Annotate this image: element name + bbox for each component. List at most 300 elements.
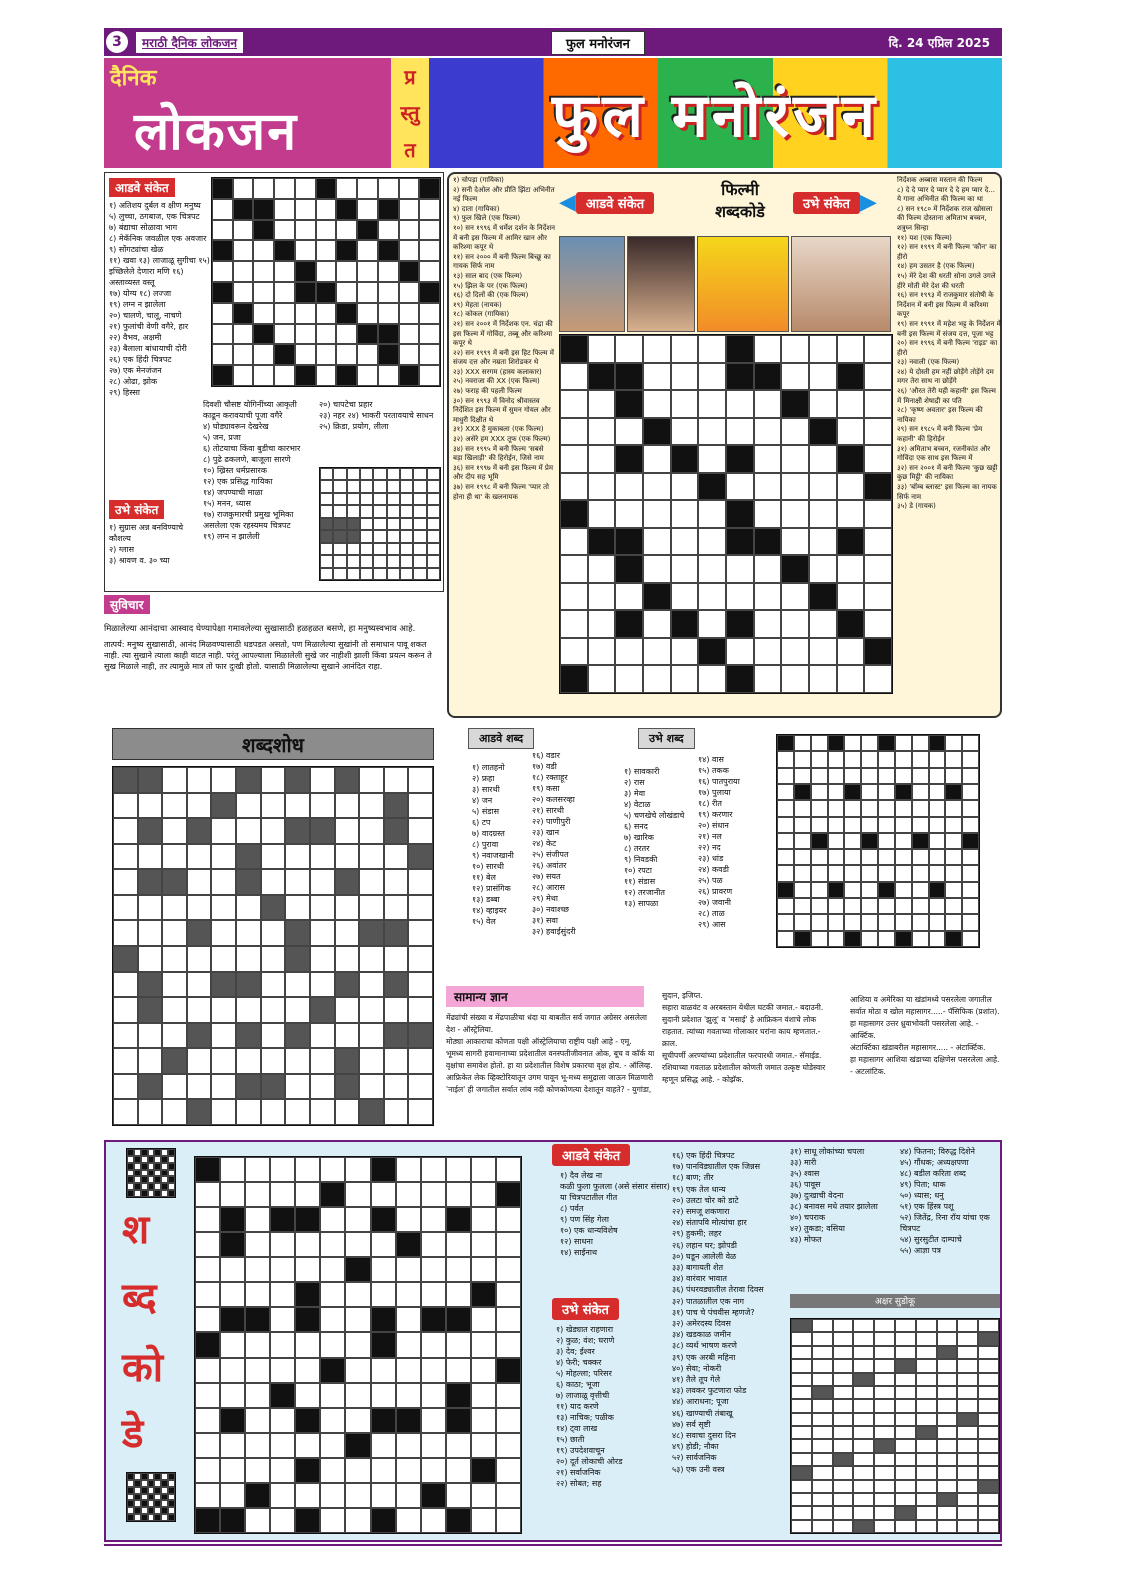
grid-cell[interactable] (270, 1332, 295, 1357)
grid-cell[interactable] (320, 493, 333, 505)
grid-cell[interactable] (138, 972, 163, 998)
grid-cell[interactable] (310, 1048, 335, 1074)
grid-cell[interactable] (270, 1358, 295, 1383)
grid-cell[interactable] (794, 833, 811, 849)
grid-cell[interactable] (270, 1383, 295, 1408)
grid-cell[interactable] (496, 1383, 521, 1408)
grid-cell[interactable] (360, 518, 373, 530)
grid-cell[interactable] (833, 1426, 854, 1439)
grid-cell[interactable] (861, 768, 878, 784)
grid-cell[interactable] (285, 972, 310, 998)
grid-cell[interactable] (236, 1023, 261, 1049)
grid-cell[interactable] (726, 583, 754, 611)
grid-cell[interactable] (777, 882, 794, 898)
grid-cell[interactable] (794, 751, 811, 767)
grid-cell[interactable] (138, 1048, 163, 1074)
grid-cell[interactable] (864, 390, 892, 418)
grid-cell[interactable] (220, 1182, 245, 1207)
grid-cell[interactable] (853, 1520, 874, 1533)
grid-cell[interactable] (360, 493, 373, 505)
grid-cell[interactable] (127, 1507, 134, 1514)
grid-cell[interactable] (878, 784, 895, 800)
grid-cell[interactable] (113, 1048, 138, 1074)
grid-cell[interactable] (335, 972, 360, 998)
grid-cell[interactable] (978, 1520, 999, 1533)
grid-cell[interactable] (310, 946, 335, 972)
grid-cell[interactable] (754, 665, 782, 693)
grid-cell[interactable] (320, 480, 333, 492)
grid-cell[interactable] (295, 240, 316, 261)
grid-cell[interactable] (336, 344, 357, 365)
grid-cell[interactable] (384, 869, 409, 895)
grid-cell[interactable] (211, 1023, 236, 1049)
grid-cell[interactable] (754, 610, 782, 638)
grid-cell[interactable] (168, 1480, 175, 1487)
grid-cell[interactable] (195, 1232, 220, 1257)
grid-cell[interactable] (316, 240, 337, 261)
grid-cell[interactable] (168, 1183, 175, 1190)
grid-cell[interactable] (360, 480, 373, 492)
grid-cell[interactable] (588, 555, 616, 583)
grid-cell[interactable] (154, 1500, 161, 1507)
grid-cell[interactable] (413, 530, 426, 542)
grid-cell[interactable] (643, 445, 671, 473)
grid-cell[interactable] (347, 480, 360, 492)
grid-cell[interactable] (833, 1520, 854, 1533)
grid-cell[interactable] (384, 793, 409, 819)
grid-cell[interactable] (168, 1176, 175, 1183)
grid-cell[interactable] (357, 240, 378, 261)
grid-cell[interactable] (378, 365, 399, 386)
grid-cell[interactable] (274, 282, 295, 303)
grid-cell[interactable] (320, 1508, 345, 1533)
grid-cell[interactable] (396, 1483, 421, 1508)
grid-cell[interactable] (878, 800, 895, 816)
grid-cell[interactable] (378, 178, 399, 199)
grid-cell[interactable] (161, 1190, 168, 1197)
grid-cell[interactable] (357, 282, 378, 303)
grid-cell[interactable] (371, 1257, 396, 1282)
grid-cell[interactable] (895, 735, 912, 751)
grid-cell[interactable] (853, 1346, 874, 1359)
grid-cell[interactable] (874, 1332, 895, 1345)
grid-cell[interactable] (408, 818, 433, 844)
grid-cell[interactable] (336, 220, 357, 241)
grid-cell[interactable] (162, 1099, 187, 1125)
grid-cell[interactable] (161, 1149, 168, 1156)
grid-cell[interactable] (168, 1170, 175, 1177)
grid-cell[interactable] (777, 768, 794, 784)
grid-cell[interactable] (261, 844, 286, 870)
grid-cell[interactable] (419, 282, 440, 303)
grid-cell[interactable] (560, 363, 588, 391)
grid-cell[interactable] (295, 220, 316, 241)
grid-cell[interactable] (419, 261, 440, 282)
grid-cell[interactable] (387, 518, 400, 530)
grid-cell[interactable] (396, 1358, 421, 1383)
grid-cell[interactable] (387, 480, 400, 492)
grid-cell[interactable] (141, 1514, 148, 1521)
grid-cell[interactable] (357, 261, 378, 282)
grid-cell[interactable] (371, 1358, 396, 1383)
grid-cell[interactable] (333, 518, 346, 530)
grid-cell[interactable] (895, 849, 912, 865)
grid-cell[interactable] (187, 869, 212, 895)
grid-cell[interactable] (154, 1156, 161, 1163)
grid-cell[interactable] (187, 920, 212, 946)
grid-cell[interactable] (861, 865, 878, 881)
grid-cell[interactable] (878, 865, 895, 881)
grid-cell[interactable] (916, 1386, 937, 1399)
grid-cell[interactable] (233, 220, 254, 241)
grid-cell[interactable] (937, 1480, 958, 1493)
grid-cell[interactable] (833, 1386, 854, 1399)
grid-cell[interactable] (211, 972, 236, 998)
grid-cell[interactable] (384, 1074, 409, 1100)
grid-cell[interactable] (141, 1473, 148, 1480)
grid-cell[interactable] (754, 363, 782, 391)
grid-cell[interactable] (895, 1493, 916, 1506)
grid-cell[interactable] (187, 997, 212, 1023)
grid-cell[interactable] (937, 1319, 958, 1332)
grid-cell[interactable] (929, 735, 946, 751)
grid-cell[interactable] (560, 555, 588, 583)
grid-cell[interactable] (261, 895, 286, 921)
grid-cell[interactable] (833, 1453, 854, 1466)
grid-cell[interactable] (895, 1480, 916, 1493)
grid-cell[interactable] (211, 869, 236, 895)
grid-cell[interactable] (274, 220, 295, 241)
grid-cell[interactable] (274, 240, 295, 261)
grid-cell[interactable] (781, 445, 809, 473)
grid-cell[interactable] (168, 1494, 175, 1501)
grid-cell[interactable] (162, 997, 187, 1023)
grid-cell[interactable] (957, 1319, 978, 1332)
grid-cell[interactable] (754, 418, 782, 446)
grid-cell[interactable] (671, 390, 699, 418)
grid-cell[interactable] (945, 735, 962, 751)
grid-cell[interactable] (811, 882, 828, 898)
grid-cell[interactable] (154, 1507, 161, 1514)
grid-cell[interactable] (396, 1257, 421, 1282)
grid-cell[interactable] (134, 1163, 141, 1170)
grid-cell[interactable] (421, 1408, 446, 1433)
grid-cell[interactable] (560, 473, 588, 501)
grid-cell[interactable] (345, 1257, 370, 1282)
grid-cell[interactable] (421, 1157, 446, 1182)
grid-cell[interactable] (195, 1408, 220, 1433)
grid-cell[interactable] (945, 833, 962, 849)
grid-cell[interactable] (874, 1506, 895, 1519)
grid-cell[interactable] (916, 1453, 937, 1466)
grid-cell[interactable] (345, 1182, 370, 1207)
grid-cell[interactable] (371, 1408, 396, 1433)
grid-cell[interactable] (371, 1157, 396, 1182)
grid-cell[interactable] (945, 849, 962, 865)
grid-cell[interactable] (615, 610, 643, 638)
grid-cell[interactable] (781, 583, 809, 611)
grid-cell[interactable] (245, 1157, 270, 1182)
grid-cell[interactable] (844, 751, 861, 767)
grid-cell[interactable] (138, 920, 163, 946)
grid-cell[interactable] (912, 784, 929, 800)
grid-cell[interactable] (134, 1170, 141, 1177)
grid-cell[interactable] (916, 1373, 937, 1386)
grid-cell[interactable] (285, 1023, 310, 1049)
grid-cell[interactable] (962, 849, 979, 865)
grid-cell[interactable] (671, 665, 699, 693)
grid-cell[interactable] (929, 849, 946, 865)
grid-cell[interactable] (895, 1413, 916, 1426)
grid-cell[interactable] (791, 1319, 812, 1332)
grid-cell[interactable] (837, 583, 865, 611)
grid-cell[interactable] (408, 1099, 433, 1125)
grid-cell[interactable] (345, 1433, 370, 1458)
grid-cell[interactable] (471, 1232, 496, 1257)
grid-cell[interactable] (671, 638, 699, 666)
grid-cell[interactable] (148, 1149, 155, 1156)
grid-cell[interactable] (791, 1493, 812, 1506)
grid-cell[interactable] (359, 818, 384, 844)
grid-cell[interactable] (274, 261, 295, 282)
grid-cell[interactable] (837, 390, 865, 418)
grid-cell[interactable] (295, 1282, 320, 1307)
grid-cell[interactable] (270, 1307, 295, 1332)
grid-cell[interactable] (878, 882, 895, 898)
grid-cell[interactable] (187, 818, 212, 844)
grid-cell[interactable] (912, 898, 929, 914)
grid-cell[interactable] (864, 445, 892, 473)
grid-cell[interactable] (270, 1207, 295, 1232)
grid-cell[interactable] (413, 493, 426, 505)
grid-cell[interactable] (127, 1514, 134, 1521)
grid-cell[interactable] (295, 1358, 320, 1383)
grid-cell[interactable] (285, 869, 310, 895)
grid-cell[interactable] (912, 849, 929, 865)
grid-cell[interactable] (187, 895, 212, 921)
grid-cell[interactable] (446, 1207, 471, 1232)
grid-cell[interactable] (310, 869, 335, 895)
grid-cell[interactable] (141, 1494, 148, 1501)
grid-cell[interactable] (978, 1453, 999, 1466)
grid-cell[interactable] (373, 480, 386, 492)
grid-cell[interactable] (874, 1480, 895, 1493)
grid-cell[interactable] (333, 505, 346, 517)
grid-cell[interactable] (421, 1232, 446, 1257)
grid-cell[interactable] (809, 473, 837, 501)
grid-cell[interactable] (861, 735, 878, 751)
grid-cell[interactable] (148, 1170, 155, 1177)
grid-cell[interactable] (945, 931, 962, 947)
grid-cell[interactable] (396, 1207, 421, 1232)
grid-cell[interactable] (588, 528, 616, 556)
grid-cell[interactable] (861, 833, 878, 849)
grid-cell[interactable] (360, 555, 373, 567)
grid-cell[interactable] (844, 784, 861, 800)
grid-cell[interactable] (421, 1483, 446, 1508)
grid-cell[interactable] (781, 638, 809, 666)
grid-cell[interactable] (320, 1257, 345, 1282)
grid-cell[interactable] (671, 500, 699, 528)
grid-cell[interactable] (916, 1439, 937, 1452)
grid-cell[interactable] (828, 849, 845, 865)
grid-cell[interactable] (384, 895, 409, 921)
grid-cell[interactable] (127, 1480, 134, 1487)
grid-cell[interactable] (384, 1099, 409, 1125)
grid-cell[interactable] (245, 1358, 270, 1383)
grid-cell[interactable] (295, 1207, 320, 1232)
grid-cell[interactable] (471, 1207, 496, 1232)
grid-cell[interactable] (408, 1048, 433, 1074)
grid-cell[interactable] (643, 528, 671, 556)
grid-cell[interactable] (245, 1182, 270, 1207)
grid-cell[interactable] (698, 418, 726, 446)
grid-cell[interactable] (233, 261, 254, 282)
grid-cell[interactable] (844, 833, 861, 849)
grid-cell[interactable] (809, 500, 837, 528)
grid-cell[interactable] (162, 1048, 187, 1074)
grid-cell[interactable] (253, 261, 274, 282)
grid-cell[interactable] (168, 1514, 175, 1521)
grid-cell[interactable] (698, 665, 726, 693)
grid-cell[interactable] (212, 282, 233, 303)
grid-cell[interactable] (781, 555, 809, 583)
grid-cell[interactable] (336, 261, 357, 282)
grid-cell[interactable] (853, 1453, 874, 1466)
grid-cell[interactable] (937, 1399, 958, 1412)
grid-cell[interactable] (781, 610, 809, 638)
grid-cell[interactable] (833, 1332, 854, 1345)
grid-cell[interactable] (916, 1506, 937, 1519)
grid-cell[interactable] (427, 518, 440, 530)
grid-cell[interactable] (347, 543, 360, 555)
grid-cell[interactable] (371, 1508, 396, 1533)
grid-cell[interactable] (148, 1494, 155, 1501)
grid-cell[interactable] (937, 1439, 958, 1452)
grid-cell[interactable] (371, 1207, 396, 1232)
grid-cell[interactable] (195, 1157, 220, 1182)
grid-cell[interactable] (912, 817, 929, 833)
grid-cell[interactable] (978, 1426, 999, 1439)
grid-cell[interactable] (253, 344, 274, 365)
grid-cell[interactable] (615, 473, 643, 501)
grid-cell[interactable] (916, 1319, 937, 1332)
grid-cell[interactable] (777, 914, 794, 930)
grid-cell[interactable] (212, 303, 233, 324)
grid-cell[interactable] (828, 751, 845, 767)
grid-cell[interactable] (811, 768, 828, 784)
grid-cell[interactable] (253, 220, 274, 241)
grid-cell[interactable] (791, 1332, 812, 1345)
grid-cell[interactable] (400, 493, 413, 505)
grid-cell[interactable] (937, 1332, 958, 1345)
grid-cell[interactable] (310, 767, 335, 793)
grid-cell[interactable] (419, 344, 440, 365)
grid-cell[interactable] (895, 833, 912, 849)
grid-cell[interactable] (212, 178, 233, 199)
grid-cell[interactable] (878, 817, 895, 833)
grid-cell[interactable] (864, 665, 892, 693)
grid-cell[interactable] (285, 946, 310, 972)
grid-cell[interactable] (360, 543, 373, 555)
grid-cell[interactable] (373, 518, 386, 530)
grid-cell[interactable] (187, 767, 212, 793)
grid-cell[interactable] (359, 920, 384, 946)
grid-cell[interactable] (937, 1359, 958, 1372)
grid-cell[interactable] (496, 1282, 521, 1307)
grid-cell[interactable] (220, 1257, 245, 1282)
grid-cell[interactable] (754, 390, 782, 418)
grid-cell[interactable] (310, 895, 335, 921)
grid-cell[interactable] (138, 997, 163, 1023)
grid-cell[interactable] (384, 997, 409, 1023)
grid-cell[interactable] (378, 261, 399, 282)
grid-cell[interactable] (895, 1332, 916, 1345)
grid-cell[interactable] (335, 920, 360, 946)
grid-cell[interactable] (812, 1319, 833, 1332)
grid-cell[interactable] (161, 1507, 168, 1514)
grid-cell[interactable] (861, 784, 878, 800)
grid-cell[interactable] (560, 638, 588, 666)
grid-cell[interactable] (127, 1190, 134, 1197)
grid-cell[interactable] (837, 418, 865, 446)
grid-cell[interactable] (615, 555, 643, 583)
grid-cell[interactable] (384, 1048, 409, 1074)
grid-cell[interactable] (113, 818, 138, 844)
grid-cell[interactable] (295, 344, 316, 365)
grid-cell[interactable] (937, 1453, 958, 1466)
grid-cell[interactable] (957, 1466, 978, 1479)
grid-cell[interactable] (794, 882, 811, 898)
grid-cell[interactable] (844, 865, 861, 881)
grid-cell[interactable] (828, 735, 845, 751)
grid-cell[interactable] (408, 844, 433, 870)
grid-cell[interactable] (212, 365, 233, 386)
grid-cell[interactable] (929, 784, 946, 800)
grid-cell[interactable] (791, 1426, 812, 1439)
grid-cell[interactable] (874, 1319, 895, 1332)
grid-cell[interactable] (698, 610, 726, 638)
grid-cell[interactable] (320, 468, 333, 480)
grid-cell[interactable] (295, 282, 316, 303)
grid-cell[interactable] (127, 1163, 134, 1170)
grid-cell[interactable] (373, 568, 386, 580)
grid-cell[interactable] (471, 1257, 496, 1282)
grid-cell[interactable] (261, 920, 286, 946)
grid-cell[interactable] (643, 418, 671, 446)
grid-cell[interactable] (408, 1023, 433, 1049)
grid-cell[interactable] (844, 768, 861, 784)
grid-cell[interactable] (162, 793, 187, 819)
grid-cell[interactable] (937, 1346, 958, 1359)
grid-cell[interactable] (809, 638, 837, 666)
grid-cell[interactable] (698, 473, 726, 501)
grid-cell[interactable] (236, 869, 261, 895)
grid-cell[interactable] (957, 1386, 978, 1399)
letter-sudoku-1[interactable] (319, 467, 441, 581)
grid-cell[interactable] (161, 1156, 168, 1163)
grid-cell[interactable] (399, 178, 420, 199)
grid-cell[interactable] (781, 363, 809, 391)
grid-cell[interactable] (929, 800, 946, 816)
grid-cell[interactable] (791, 1359, 812, 1372)
grid-cell[interactable] (336, 178, 357, 199)
grid-cell[interactable] (957, 1480, 978, 1493)
grid-cell[interactable] (154, 1163, 161, 1170)
grid-cell[interactable] (285, 767, 310, 793)
grid-cell[interactable] (127, 1473, 134, 1480)
grid-cell[interactable] (912, 751, 929, 767)
